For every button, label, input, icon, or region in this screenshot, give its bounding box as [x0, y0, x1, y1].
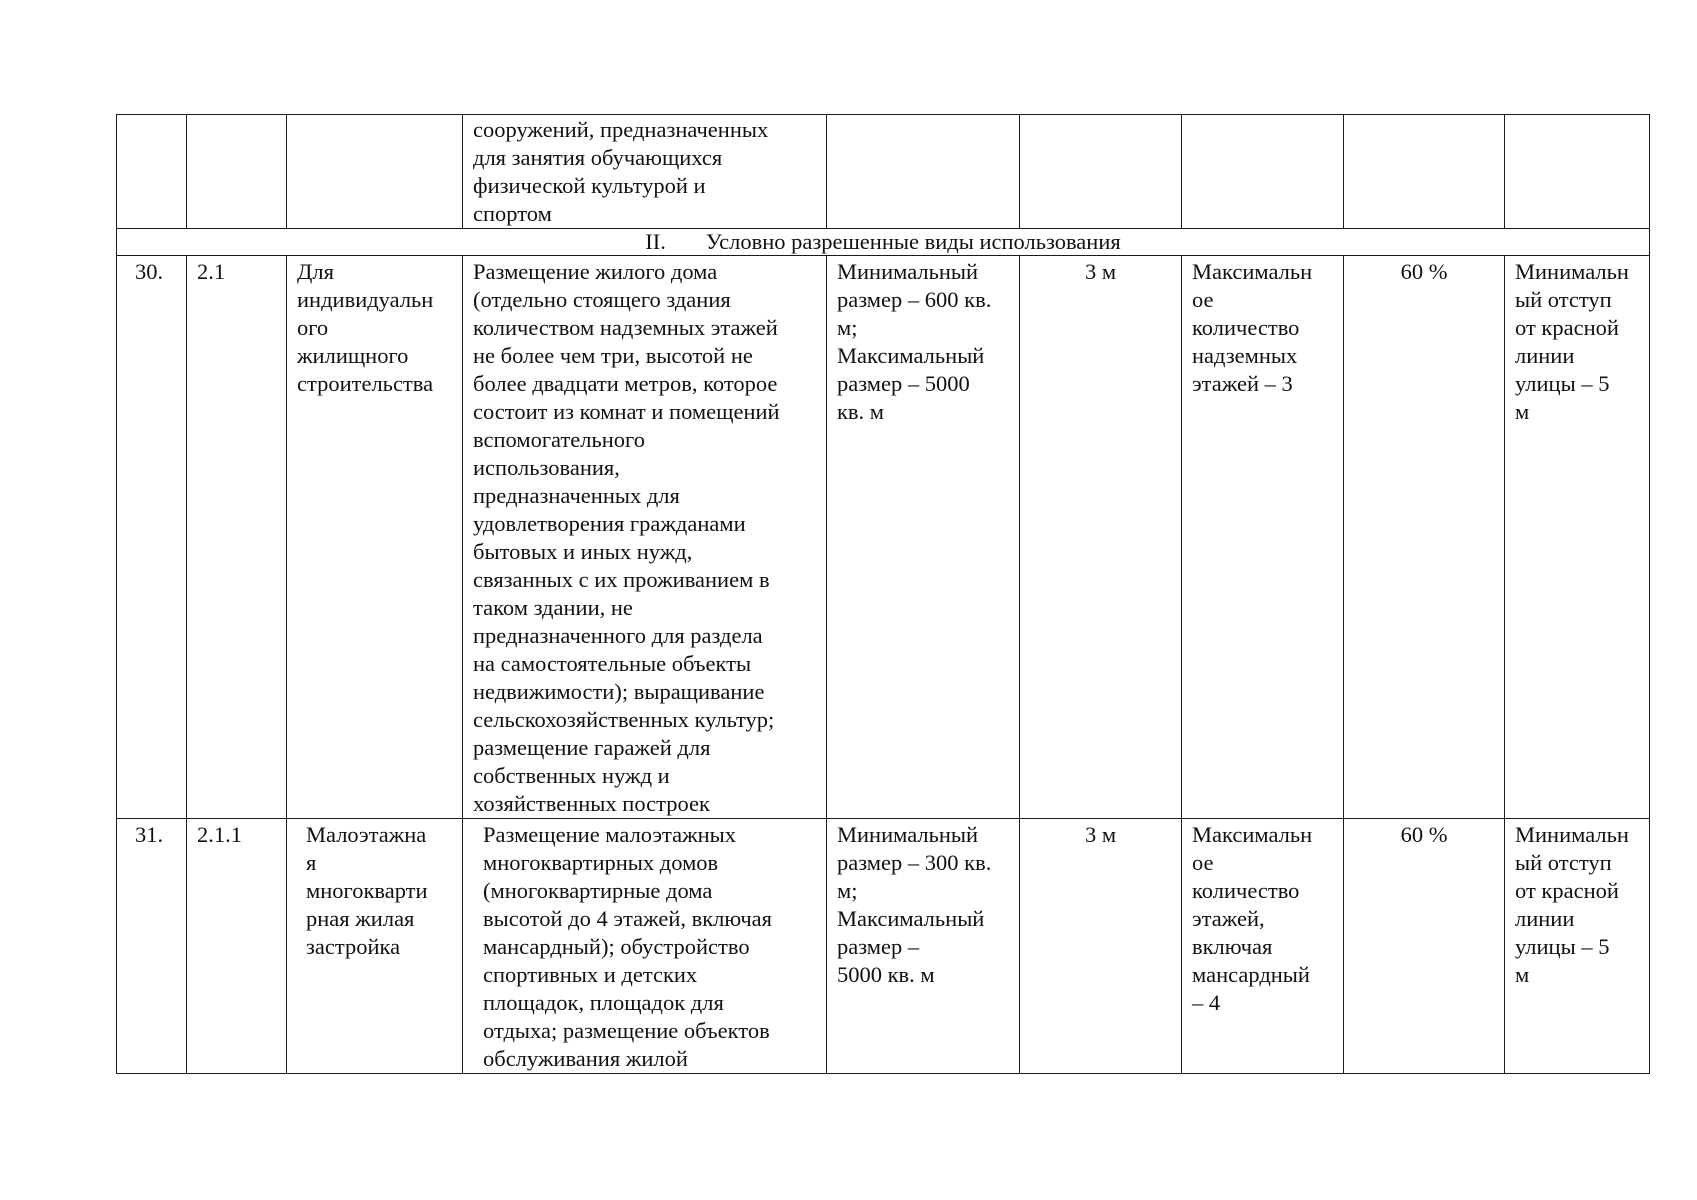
table-row: [117, 256, 1650, 819]
text-line: собственных нужд и: [473, 763, 670, 788]
text-line: использования,: [473, 455, 620, 480]
cell-description: [463, 256, 827, 819]
text-line: бытовых и иных нужд,: [473, 539, 693, 564]
text-line: количеством надземных этажей: [473, 315, 778, 340]
text-line: связанных с их проживанием в: [473, 567, 770, 592]
text-line: предназначенного для раздела: [473, 623, 763, 648]
text-line: размещение гаражей для: [473, 735, 711, 760]
cell-red-line: [1505, 819, 1650, 1074]
text-line: ое: [1192, 287, 1214, 312]
text-line: размер – 600 кв.: [837, 287, 992, 312]
text-line: недвижимости); выращивание: [473, 679, 765, 704]
cell-code: [187, 256, 287, 819]
text-line: мансардный: [1192, 962, 1310, 987]
text-line: надземных: [1192, 343, 1298, 368]
cell-description: [463, 819, 827, 1074]
cell-setback: [1020, 819, 1182, 1074]
cell-setback: [1020, 256, 1182, 819]
text-line: кв. м: [837, 399, 885, 424]
text-line: Максимальный: [837, 906, 985, 931]
text-line: обслуживания жилой: [483, 1046, 688, 1071]
table-row-continuation: [117, 115, 1650, 229]
text-line: вспомогательного: [473, 427, 645, 452]
text-line: высотой до 4 этажей, включая: [483, 906, 772, 931]
text-line: улицы – 5: [1515, 934, 1610, 959]
cell-red-line: [1505, 256, 1650, 819]
text-line: сооружений, предназначенных: [473, 117, 769, 142]
use-code: 2.1.1: [197, 822, 242, 847]
text-line: отдыха; размещение объектов: [483, 1018, 770, 1043]
cell-name: [287, 819, 463, 1074]
cell-name: [287, 256, 463, 819]
coverage-value: 60 %: [1400, 259, 1448, 284]
text-line: размер –: [837, 934, 920, 959]
text-line: (отдельно стоящего здания: [473, 287, 731, 312]
text-line: индивидуальн: [297, 287, 434, 312]
cell-coverage: [1344, 819, 1505, 1074]
cell-num: [117, 819, 187, 1074]
text-line: м;: [837, 315, 858, 340]
text-line: количество: [1192, 878, 1300, 903]
text-line: ый отступ: [1515, 850, 1612, 875]
text-line: Размещение малоэтажных: [483, 822, 737, 847]
text-line: состоит из комнат и помещений: [473, 399, 780, 424]
text-line: для занятия обучающихся: [473, 145, 723, 170]
text-line: Минимальн: [1515, 259, 1629, 284]
text-line: ое: [1192, 850, 1214, 875]
text-line: сельскохозяйственных культур;: [473, 707, 775, 732]
cell-name: [287, 115, 463, 229]
text-line: м: [1515, 962, 1530, 987]
cell-num: [117, 256, 187, 819]
text-line: м: [1515, 399, 1530, 424]
text-line: я: [306, 850, 317, 875]
text-line: Максимальный: [837, 343, 985, 368]
text-line: – 4: [1192, 990, 1221, 1015]
text-line: Максимальн: [1192, 259, 1313, 284]
text-line: Минимальный: [837, 259, 979, 284]
text-line: строительства: [297, 371, 434, 396]
text-line: линии: [1515, 906, 1575, 931]
row-number: 31.: [135, 822, 164, 847]
cell-description: [463, 115, 827, 229]
cell-floors: [1182, 256, 1344, 819]
text-line: рная жилая: [306, 906, 415, 931]
cell-plot-size: [827, 256, 1020, 819]
cell-coverage: [1344, 256, 1505, 819]
text-line: (многоквартирные дома: [483, 878, 713, 903]
cell-code: [187, 819, 287, 1074]
use-code: 2.1: [197, 259, 226, 284]
text-line: застройка: [306, 934, 401, 959]
text-line: многокварти: [306, 878, 428, 903]
text-line: жилищного: [297, 343, 409, 368]
text-line: физической культурой и: [473, 173, 706, 198]
text-line: ый отступ: [1515, 287, 1612, 312]
cell-code: [187, 115, 287, 229]
text-line: не более чем три, высотой не: [473, 343, 753, 368]
coverage-value: 60 %: [1400, 822, 1448, 847]
cell-coverage: [1344, 115, 1505, 229]
cell-floors: [1182, 819, 1344, 1074]
text-line: Размещение жилого дома: [473, 259, 718, 284]
text-line: на самостоятельные объекты: [473, 651, 752, 676]
cell-setback: [1020, 115, 1182, 229]
text-line: более двадцати метров, которое: [473, 371, 778, 396]
row-number: 30.: [135, 259, 164, 284]
cell-num: [117, 115, 187, 229]
text-line: мансардный); обустройство: [483, 934, 750, 959]
text-line: площадок, площадок для: [483, 990, 724, 1015]
zoning-regulations-table: [116, 114, 1650, 1074]
text-line: Максимальн: [1192, 822, 1313, 847]
text-line: предназначенных для: [473, 483, 680, 508]
section-number: II.: [645, 229, 666, 254]
text-line: Для: [297, 259, 334, 284]
table-row: [117, 819, 1650, 1074]
text-line: Минимальн: [1515, 822, 1629, 847]
text-line: этажей,: [1192, 906, 1265, 931]
text-line: улицы – 5: [1515, 371, 1610, 396]
text-line: Малоэтажна: [306, 822, 427, 847]
text-line: таком здании, не: [473, 595, 633, 620]
cell-plot-size: [827, 115, 1020, 229]
text-line: размер – 300 кв.: [837, 850, 992, 875]
text-line: от красной: [1515, 878, 1619, 903]
setback-value: 3 м: [1084, 822, 1117, 847]
text-line: размер – 5000: [837, 371, 970, 396]
cell-red-line: [1505, 115, 1650, 229]
section-title: Условно разрешенные виды использования: [705, 229, 1121, 254]
setback-value: 3 м: [1084, 259, 1117, 284]
text-line: от красной: [1515, 315, 1619, 340]
text-line: этажей – 3: [1192, 371, 1293, 396]
text-line: линии: [1515, 343, 1575, 368]
text-line: спортивных и детских: [483, 962, 698, 987]
text-line: спортом: [473, 201, 552, 226]
text-line: удовлетворения гражданами: [473, 511, 746, 536]
text-line: количество: [1192, 315, 1300, 340]
text-line: 5000 кв. м: [837, 962, 935, 987]
text-line: включая: [1192, 934, 1273, 959]
text-line: хозяйственных построек: [473, 791, 710, 816]
section-header-cell: [117, 229, 1650, 256]
text-line: ого: [297, 315, 329, 340]
text-line: многоквартирных домов: [483, 850, 719, 875]
cell-floors: [1182, 115, 1344, 229]
text-line: Минимальный: [837, 822, 979, 847]
cell-plot-size: [827, 819, 1020, 1074]
text-line: м;: [837, 878, 858, 903]
section-header-row: [117, 229, 1650, 256]
